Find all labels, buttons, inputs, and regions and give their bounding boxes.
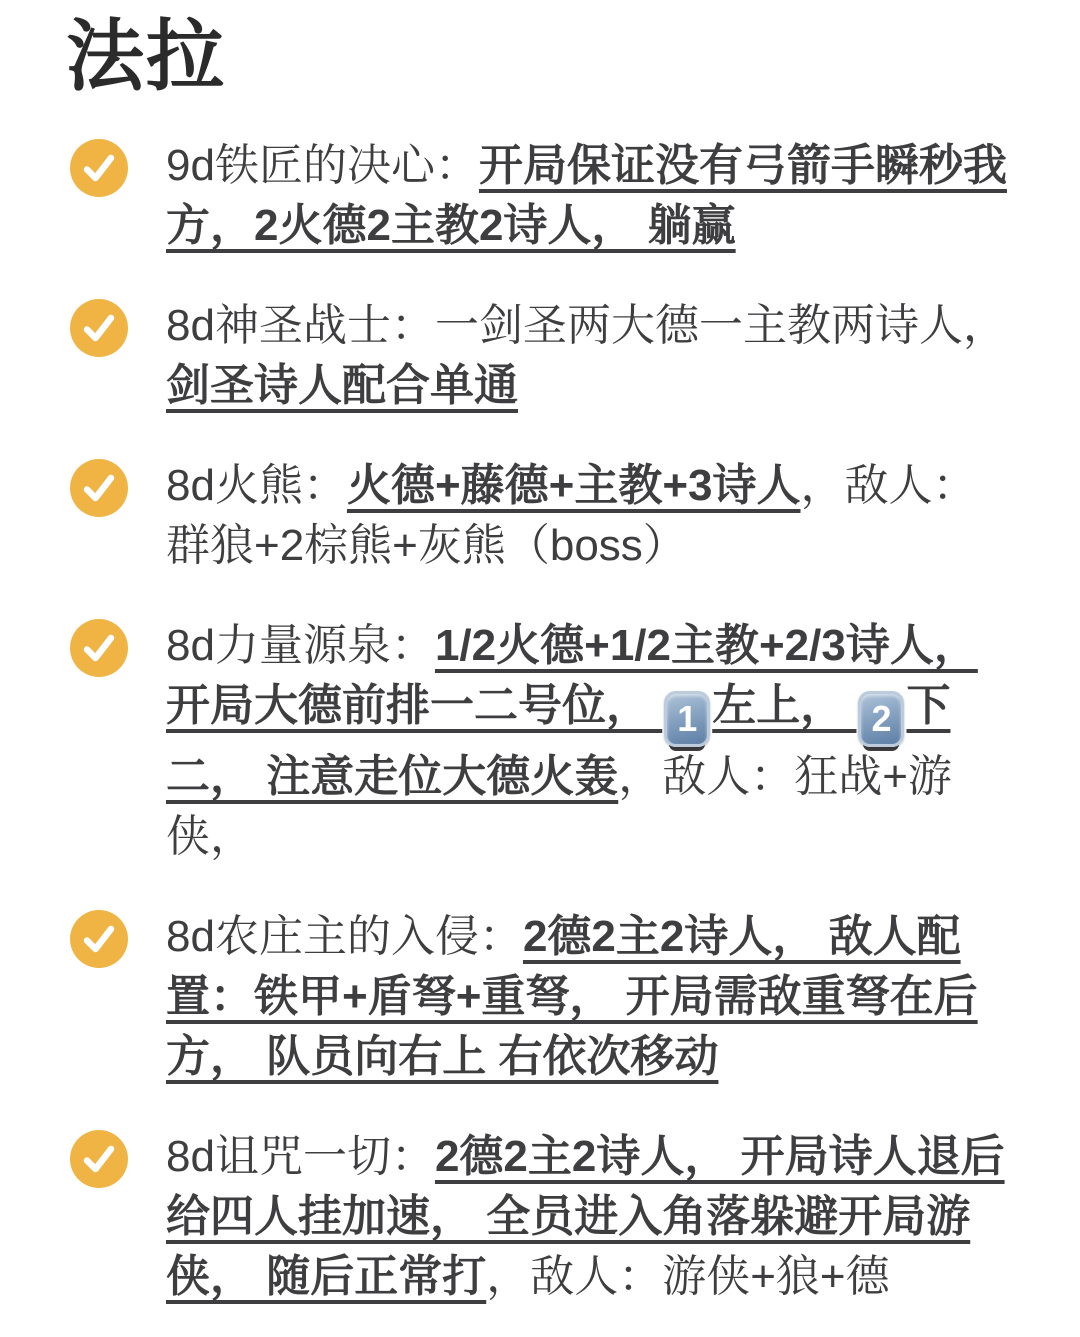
text-segment: 1/2火德+1/2主教+2/3诗人， 开局大德前排一二号位， — [166, 620, 978, 730]
text-segment: 2德2主2诗人， 敌人配置：铁甲+盾弩+重弩， 开局需敌重弩在后方， 队员向右上 右依次移动 — [166, 911, 978, 1081]
keycap-1-icon: 1 — [664, 691, 710, 747]
text-segment: 2德2主2诗人， 开局诗人退后给四人挂加速， 全员进入角落躲避开局游侠， 随后正常打 — [166, 1131, 1005, 1301]
checked-circle-icon[interactable] — [70, 459, 128, 517]
checklist-item — [70, 296, 1018, 416]
text-segment: ，敌人：游侠+狼+德 — [486, 1251, 890, 1301]
text-segment: 开局保证没有弓箭手瞬秒我方，2火德2主教2诗人， 躺赢 — [166, 140, 1007, 250]
text-segment: ，敌人：群狼+2棕熊+灰熊（boss） — [166, 460, 977, 570]
text-segment: 左上， — [712, 680, 857, 730]
page-title: 法拉 — [66, 12, 227, 100]
text-segment: 8d神圣战士：一剑圣两大德一主教两诗人， — [166, 300, 1007, 350]
item-text[interactable] — [166, 456, 1018, 576]
keycap-2-icon: 2 — [858, 691, 904, 747]
text-segment: 下二， 注意走位大德火轰 — [166, 680, 951, 801]
checklist-item — [70, 616, 1018, 867]
item-text[interactable] — [166, 907, 1018, 1087]
checklist-item — [70, 907, 1018, 1087]
text-segment: 剑圣诗人配合单通 — [166, 360, 518, 410]
checked-circle-icon[interactable] — [70, 299, 128, 357]
checked-circle-icon[interactable] — [70, 910, 128, 968]
text-segment: 8d诅咒一切： — [166, 1131, 435, 1181]
item-text[interactable] — [166, 296, 1018, 416]
text-segment: 火德+藤德+主教+3诗人 — [346, 460, 801, 510]
item-text[interactable] — [166, 136, 1018, 256]
item-text[interactable] — [166, 616, 1018, 867]
checklist — [64, 136, 1018, 1307]
checked-circle-icon[interactable] — [70, 139, 128, 197]
text-segment: 8d力量源泉： — [166, 620, 435, 670]
checked-circle-icon[interactable] — [70, 619, 128, 677]
text-segment: 9d铁匠的决心： — [166, 140, 479, 190]
item-text[interactable] — [166, 1127, 1018, 1307]
text-segment: 8d火熊： — [166, 460, 347, 510]
checklist-item — [70, 456, 1018, 576]
checklist-item — [70, 1127, 1018, 1307]
text-segment: ，敌人：狂战+游侠， — [166, 751, 952, 861]
checklist-item — [70, 136, 1018, 256]
text-segment: 8d农庄主的入侵： — [166, 911, 523, 961]
checked-circle-icon[interactable] — [70, 1130, 128, 1188]
